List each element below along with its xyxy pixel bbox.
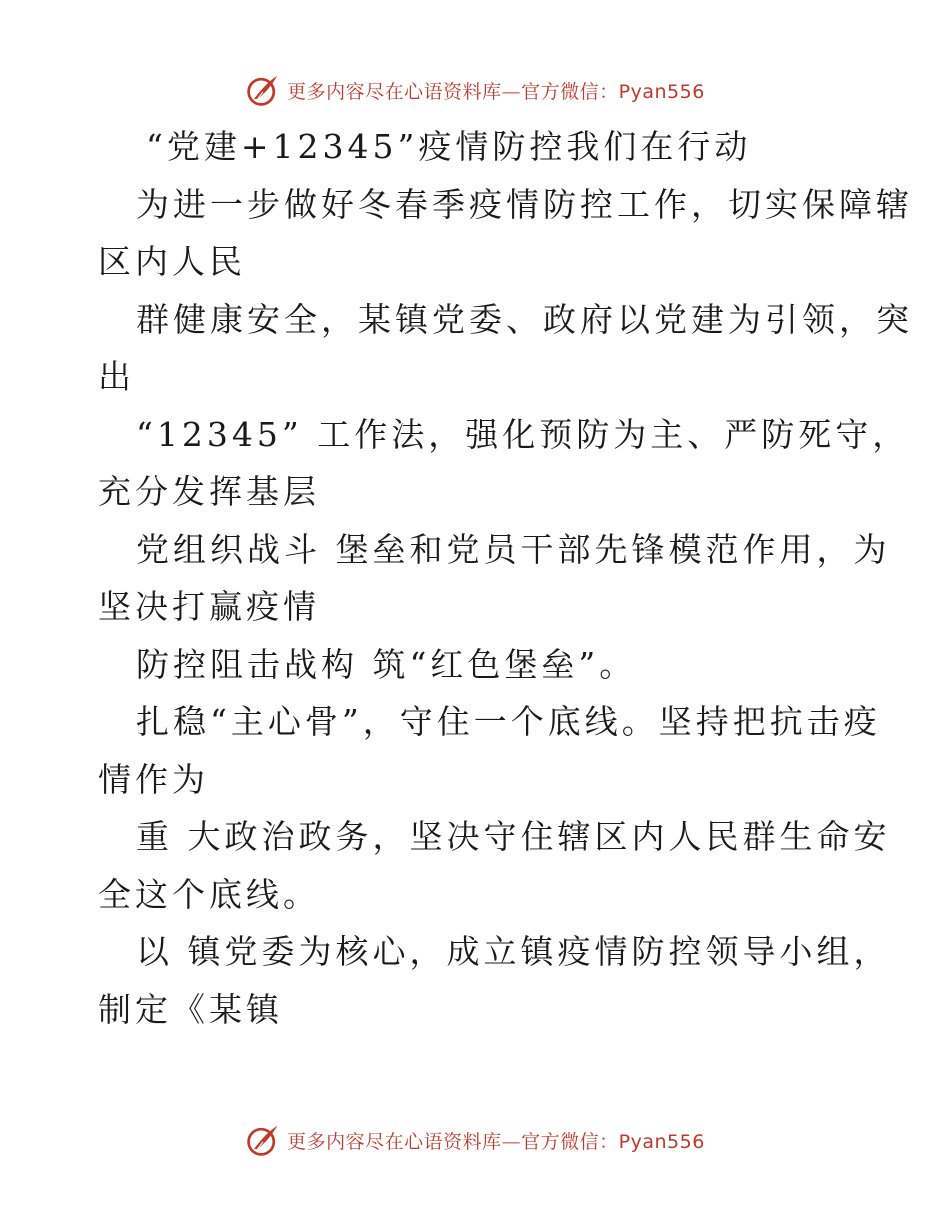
paragraph-line: 坚决打赢疫情 xyxy=(98,587,320,626)
header-banner xyxy=(0,70,950,110)
feather-pen-logo-icon xyxy=(245,72,281,108)
paragraph-line: 重 大政治政务，坚决守住辖区内人民群生命安 xyxy=(136,817,891,856)
banner-separator: — xyxy=(501,80,522,103)
paragraph-line: 情作为 xyxy=(98,759,209,799)
document-title: “党建+12345”疫情防控我们在行动 xyxy=(146,127,752,166)
banner-wechat-text: 官方微信：Pyan556 xyxy=(521,1130,705,1153)
paragraph-line: 党组织战斗 堡垒和党员干部先锋模范作用，为 xyxy=(136,529,891,569)
paragraph-line: 扎稳“主心骨”，守住一个底线。坚持把抗击疫 xyxy=(136,702,881,741)
banner-main-text: 更多内容尽在心语资料库 xyxy=(287,1130,502,1153)
paragraph-line: “12345” 工作法，强化预防为主、严防死守， xyxy=(136,414,910,454)
paragraph-line: 全这个底线。 xyxy=(98,874,320,914)
paragraph-line: 区内人民 xyxy=(98,242,246,281)
paragraph-line: 以 镇党委为核心，成立镇疫情防控领导小组， xyxy=(136,932,891,971)
document-body xyxy=(98,118,913,1038)
paragraph-line: 出 xyxy=(98,357,135,396)
paragraph-line: 充分发挥基层 xyxy=(98,472,320,511)
banner-text xyxy=(287,77,705,104)
feather-pen-logo-icon xyxy=(245,1122,281,1158)
banner-separator: — xyxy=(501,1130,522,1153)
banner-text xyxy=(287,1127,705,1154)
paragraph-line: 制定《某镇 xyxy=(98,989,283,1029)
banner-wechat-text: 官方微信：Pyan556 xyxy=(521,80,705,103)
banner-main-text: 更多内容尽在心语资料库 xyxy=(287,80,502,103)
footer-banner xyxy=(0,1120,950,1160)
paragraph-line: 为进一步做好冬春季疫情防控工作，切实保障辖 xyxy=(136,184,913,224)
paragraph-line: 防控阻击战构 筑“红色堡垒”。 xyxy=(136,644,637,684)
paragraph-line: 群健康安全，某镇党委、政府以党建为引领，突 xyxy=(136,299,913,339)
